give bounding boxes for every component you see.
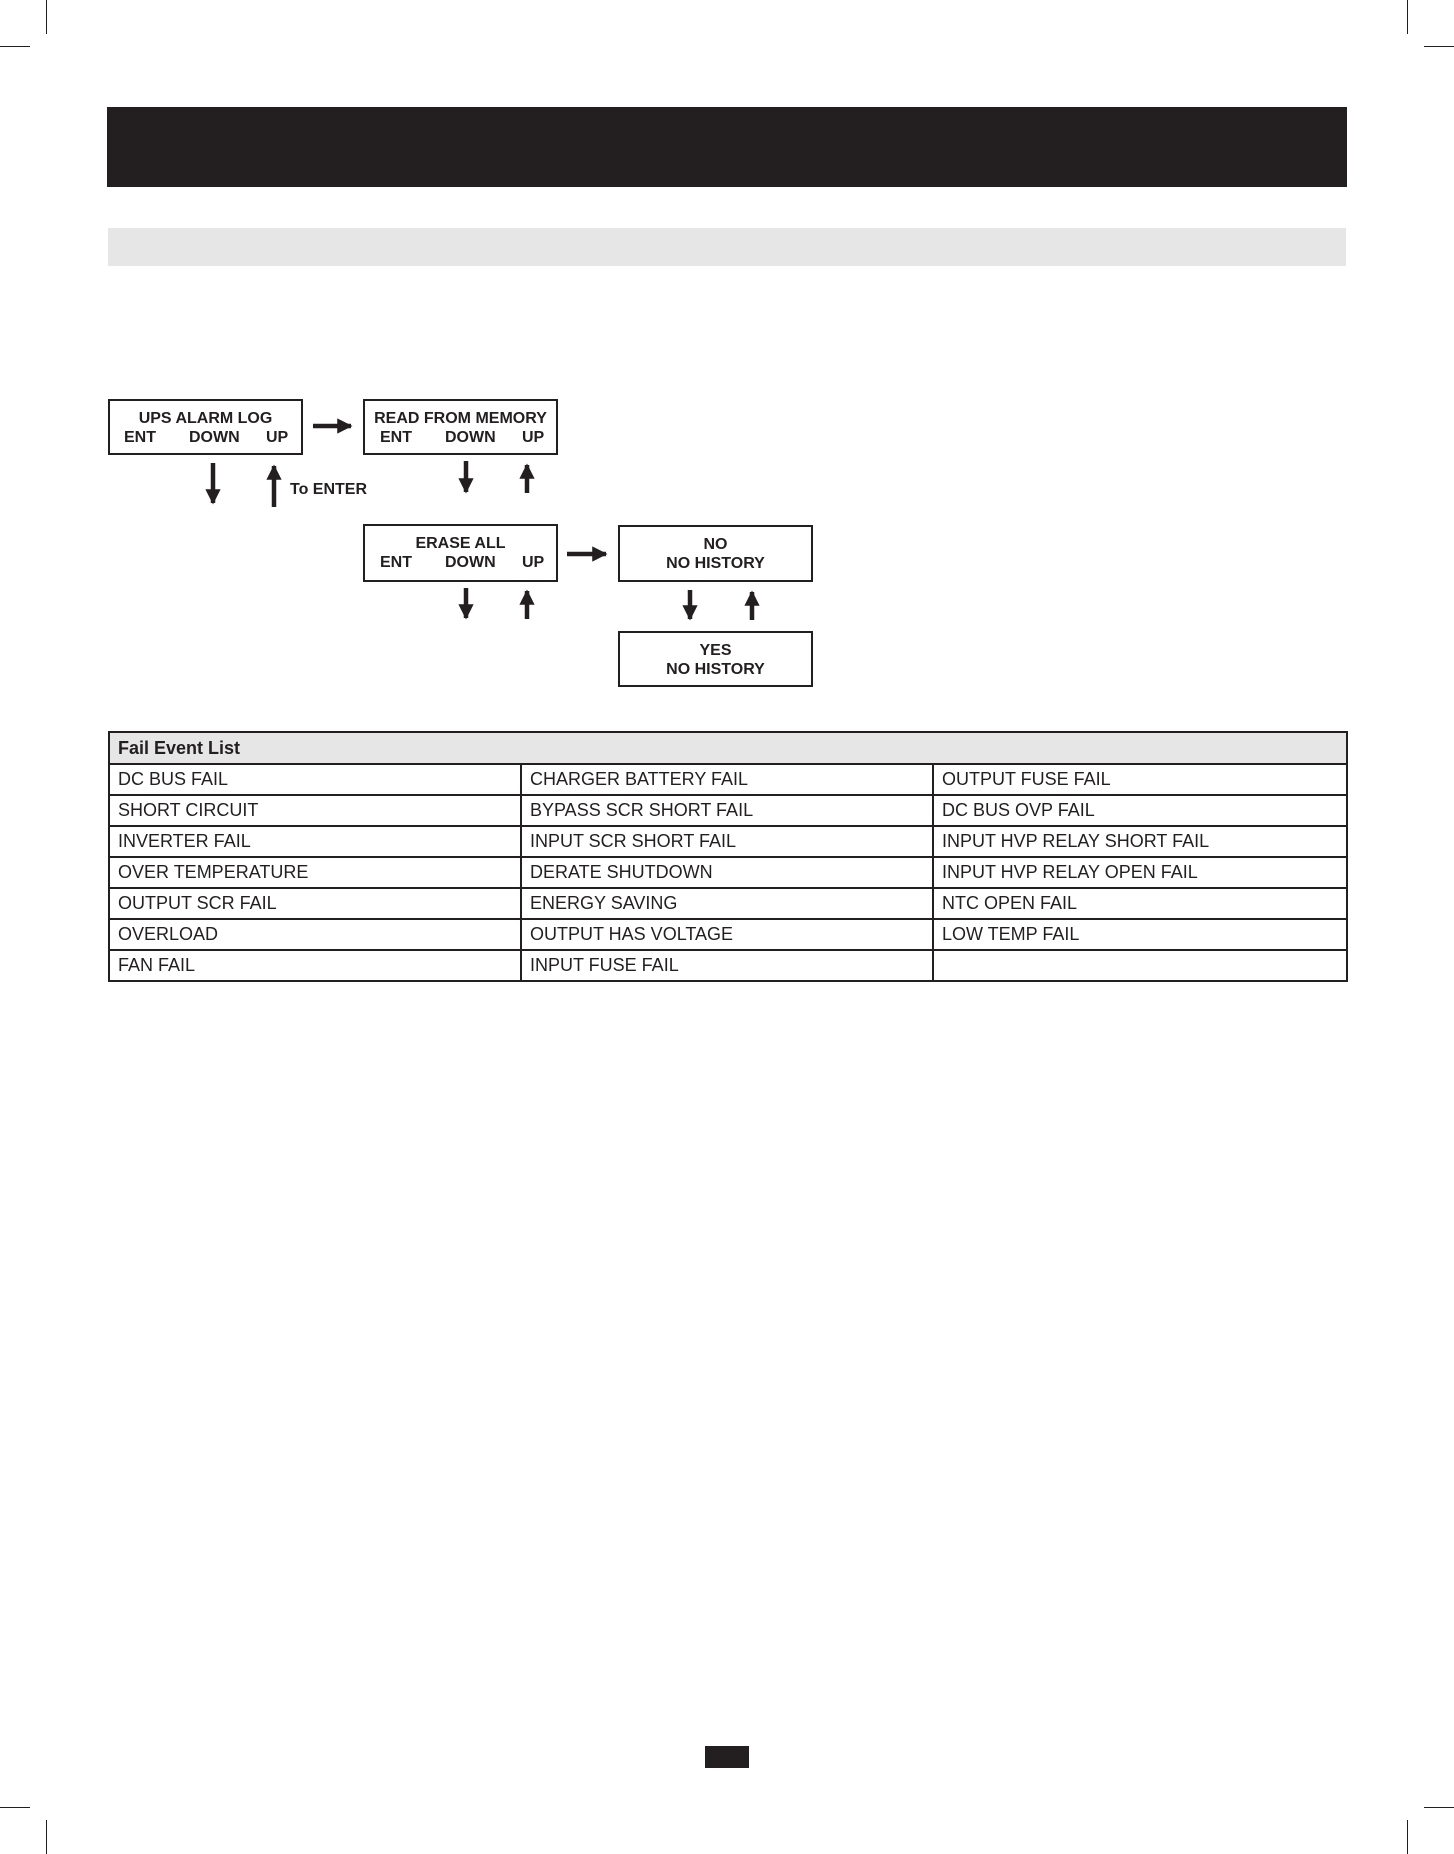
table-header-row xyxy=(109,732,1347,764)
key-ent: ENT xyxy=(380,554,412,571)
key-down: DOWN xyxy=(445,429,496,446)
box-title: UPS ALARM LOG xyxy=(138,410,273,427)
table-cell: ENERGY SAVING xyxy=(521,888,933,919)
table-cell xyxy=(933,950,1347,981)
table-cell: INVERTER FAIL xyxy=(109,826,521,857)
table-cell: INPUT SCR SHORT FAIL xyxy=(521,826,933,857)
table-row xyxy=(109,795,1347,826)
table-cell: NTC OPEN FAIL xyxy=(933,888,1347,919)
key-ent: ENT xyxy=(380,429,412,446)
table-cell: DERATE SHUTDOWN xyxy=(521,857,933,888)
box-line1: YES xyxy=(699,642,732,659)
table-cell: INPUT FUSE FAIL xyxy=(521,950,933,981)
fail-event-table xyxy=(108,731,1348,982)
table-cell: INPUT HVP RELAY SHORT FAIL xyxy=(933,826,1347,857)
table-cell: DC BUS OVP FAIL xyxy=(933,795,1347,826)
table-row xyxy=(109,950,1347,981)
key-up: UP xyxy=(522,554,545,571)
table-cell: LOW TEMP FAIL xyxy=(933,919,1347,950)
table-row xyxy=(109,764,1347,795)
to-enter-label: To ENTER xyxy=(290,481,368,498)
crop-mark xyxy=(0,1807,30,1808)
table-cell: BYPASS SCR SHORT FAIL xyxy=(521,795,933,826)
box-line2: NO HISTORY xyxy=(666,661,765,678)
table-cell: DC BUS FAIL xyxy=(109,764,521,795)
crop-mark xyxy=(1407,1820,1408,1854)
crop-mark xyxy=(1424,1807,1454,1808)
box-line1: NO xyxy=(703,536,728,553)
table-cell: OVER TEMPERATURE xyxy=(109,857,521,888)
key-down: DOWN xyxy=(445,554,496,571)
crop-mark xyxy=(46,1820,47,1854)
table-cell: SHORT CIRCUIT xyxy=(109,795,521,826)
box-title: READ FROM MEMORY xyxy=(374,410,547,427)
table-row xyxy=(109,857,1347,888)
table-row xyxy=(109,888,1347,919)
table-cell: INPUT HVP RELAY OPEN FAIL xyxy=(933,857,1347,888)
table-row xyxy=(109,919,1347,950)
table-cell: FAN FAIL xyxy=(109,950,521,981)
box-title: ERASE ALL xyxy=(415,535,506,552)
table-cell: OUTPUT FUSE FAIL xyxy=(933,764,1347,795)
table-cell: OUTPUT SCR FAIL xyxy=(109,888,521,919)
page-number-box xyxy=(705,1746,749,1768)
key-down: DOWN xyxy=(189,429,240,446)
table-row xyxy=(109,826,1347,857)
key-up: UP xyxy=(522,429,545,446)
table-header: Fail Event List xyxy=(109,732,1347,764)
diagram-arrows xyxy=(0,0,1454,760)
table-cell: OUTPUT HAS VOLTAGE xyxy=(521,919,933,950)
key-up: UP xyxy=(266,429,289,446)
box-line2: NO HISTORY xyxy=(666,555,765,572)
key-ent: ENT xyxy=(124,429,156,446)
table-cell: CHARGER BATTERY FAIL xyxy=(521,764,933,795)
table-cell: OVERLOAD xyxy=(109,919,521,950)
